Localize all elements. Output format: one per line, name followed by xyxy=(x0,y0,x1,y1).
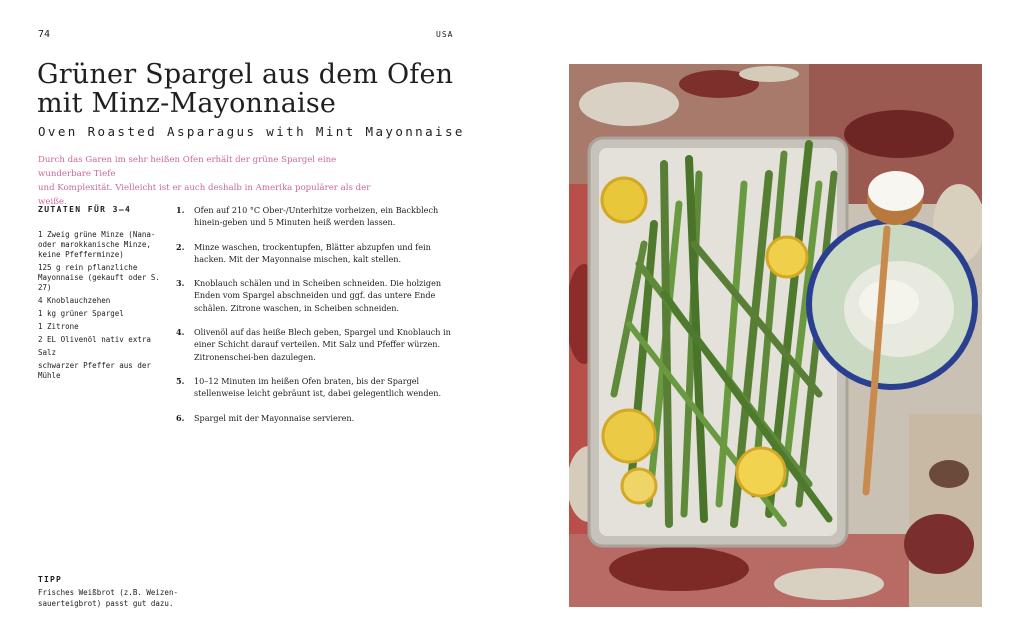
asparagus-photo xyxy=(569,64,982,607)
method-step xyxy=(176,412,451,424)
recipe-title-line-1: Grüner Spargel aus dem Ofen xyxy=(37,59,454,90)
step-text: 10–12 Minuten im heißen Ofen braten, bis der Spargel stellenweise leicht gebräunt ist, dabei gelegentlich wenden. xyxy=(194,375,442,399)
step-number: 2. xyxy=(176,241,185,252)
recipe-title-line-2: mit Minz-Mayonnaise xyxy=(37,88,337,119)
method-step xyxy=(176,326,451,363)
intro-line-2: und Komplexität. Vielleicht ist er auch deshalb in Amerika populärer als der weiße. xyxy=(38,183,371,207)
mayonnaise-bowl xyxy=(806,218,978,390)
step-text: Ofen auf 210 °C Ober-/Unterhitze vorheizen, ein Backblech hinein-geben und 5 Minuten heiß werden lassen. xyxy=(194,205,439,228)
ingredients-list xyxy=(38,230,160,384)
recipe-subtitle: Oven Roasted Asparagus with Mint Mayonnaise xyxy=(38,124,465,139)
method-step xyxy=(176,241,451,266)
step-text: Minze waschen, trockentupfen, Blätter abzupfen und fein hacken. Mit der Mayonnaise mischen, kalt stellen. xyxy=(194,241,431,264)
tip-heading: TIPP xyxy=(38,575,63,584)
ingredient-item: Salz xyxy=(38,348,57,357)
ingredient-item: 4 Knoblauchzehen xyxy=(38,296,111,305)
method-steps xyxy=(176,204,451,436)
tip-text: Frisches Weißbrot (z.B. Weizen-sauerteigbrot) passt gut dazu. xyxy=(38,588,178,608)
page-number: 74 xyxy=(38,29,51,40)
country-label: USA xyxy=(436,30,454,39)
method-step xyxy=(176,204,451,229)
method-step xyxy=(176,375,451,400)
ingredient-item: 1 Zweig grüne Minze (Nana- oder marokkanische Minze, keine Pfefferminze) xyxy=(38,230,156,259)
ingredient-item: 125 g rein pflanzliche Mayonnaise (gekauft oder S. 27) xyxy=(38,263,160,292)
intro-line-1: Durch das Garen im sehr heißen Ofen erhält der grüne Spargel eine wunderbare Tiefe xyxy=(38,155,337,179)
step-text: Spargel mit der Mayonnaise servieren. xyxy=(194,412,355,423)
ingredients-heading: ZUTATEN FÜR 3–4 xyxy=(38,205,132,214)
step-text: Olivenöl auf das heiße Blech geben, Spargel und Knoblauch in einer Schicht darauf verteilen. Mit Salz und Pfeffer würzen. Zitronenschei-ben dazulegen. xyxy=(194,327,451,362)
step-text: Knoblauch schälen und in Scheiben schneiden. Die holzigen Enden vom Spargel abschneiden und ggf. das untere Ende schälen. Zitrone waschen, in Scheiben schneiden. xyxy=(194,278,442,313)
ingredient-item: schwarzer Pfeffer aus der Mühle xyxy=(38,361,151,380)
recipe-intro xyxy=(38,153,388,209)
ingredient-item: 1 kg grüner Spargel xyxy=(38,309,124,318)
ingredient-item: 1 Zitrone xyxy=(38,322,79,331)
step-number: 1. xyxy=(176,205,185,215)
step-number: 6. xyxy=(176,412,185,423)
ingredient-item: 2 EL Olivenöl nativ extra xyxy=(38,335,151,344)
recipe-title xyxy=(37,60,453,118)
step-number: 3. xyxy=(176,278,185,289)
method-step xyxy=(176,277,451,314)
step-number: 5. xyxy=(176,375,185,386)
step-number: 4. xyxy=(176,327,185,338)
